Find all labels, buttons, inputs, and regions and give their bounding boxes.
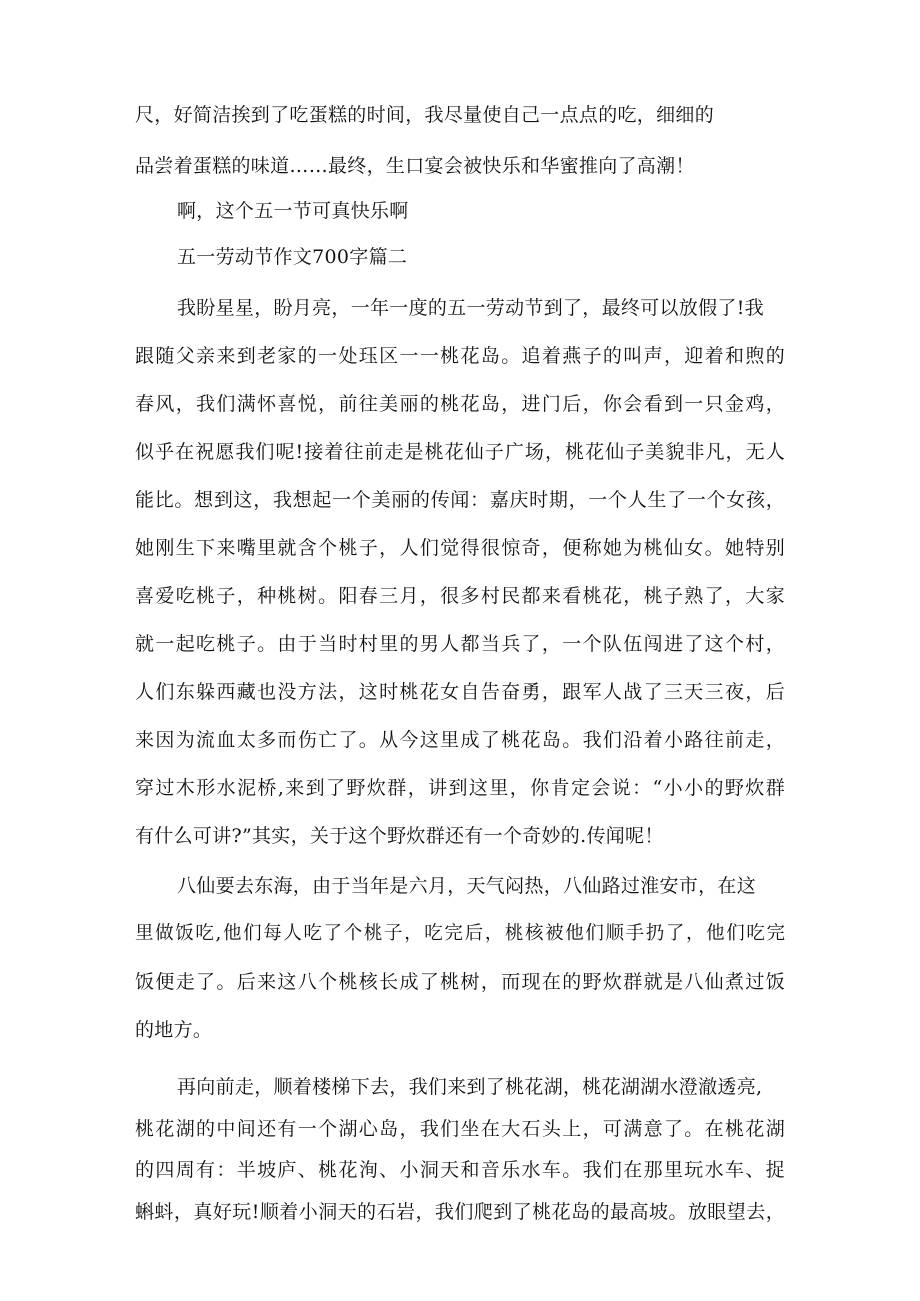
paragraph-1-line-12: 有什么可讲?”其实，关于这个野炊群还有一个奇妙的.传闻呢！: [135, 825, 664, 847]
paragraph-2-line-4: 的地方。: [135, 1019, 213, 1041]
paragraph-3-line-1: 再向前走，顺着楼梯下去，我们来到了桃花湖，桃花湖湖水澄澈透亮,: [177, 1076, 763, 1098]
intro-line-1: 尺，好简洁挨到了吃蛋糕的时间，我尽量使自己一点点的吃，细细的: [135, 104, 715, 126]
section-title: 五一劳动节作文700字篇二: [177, 246, 408, 268]
intro-line-2: 品尝着蛋糕的味道……最终，生口宴会被快乐和华蜜推向了高潮！: [135, 155, 695, 177]
paragraph-1-line-1: 我盼星星，盼月亮，一年一度的五一劳动节到了，最终可以放假了!我: [177, 297, 764, 319]
paragraph-3-line-4: 蝌蚪，真好玩!顺着小洞天的石岩，我们爬到了桃花岛的最高坡。放眼望去，: [135, 1201, 785, 1223]
paragraph-1-line-7: 喜爱吃桃子，种桃树。阳春三月，很多村民都来看桃花，桃子熟了，大家: [135, 585, 785, 607]
paragraph-1-line-10: 来因为流血太多而伤亡了。从今这里成了桃花岛。我们沿着小路往前走，: [135, 729, 785, 751]
exclamation-line: 啊，这个五一节可真快乐啊: [177, 200, 409, 222]
paragraph-3-line-2: 桃花湖的中间还有一个湖心岛，我们坐在大石头上，可满意了。在桃花湖: [135, 1118, 785, 1140]
paragraph-1-line-11: 穿过木形水泥桥,来到了野炊群，讲到这里，你肯定会说：“小小的野炊群: [135, 777, 785, 799]
paragraph-1-line-2: 跟随父亲来到老家的一处珏区一一桃花岛。追着燕子的叫声，迎着和煦的: [135, 345, 785, 367]
paragraph-2-line-2: 里做饭吃,他们每人吃了个桃子，吃完后，桃核被他们顺手扔了，他们吃完: [135, 923, 785, 944]
paragraph-1-line-6: 她刚生下来嘴里就含个桃子，人们觉得很惊奇，便称她为桃仙女。她特别: [135, 537, 785, 559]
paragraph-2-line-1: 八仙要去东海，由于当年是六月，天气闷热，八仙路过淮安市，在这: [177, 875, 757, 897]
paragraph-2-line-3: 饭便走了。后来这八个桃核长成了桃树，而现在的野炊群就是八仙煮过饭: [135, 971, 785, 993]
paragraph-1-line-3: 春风，我们满怀喜悦，前往美丽的桃花岛，进门后，你会看到一只金鸡，: [135, 393, 785, 415]
paragraph-3-line-3: 的四周有：半坡庐、桃花洵、小洞天和音乐水车。我们在那里玩水车、捉: [135, 1159, 785, 1181]
paragraph-1-line-9: 人们东躲西藏也没方法，这时桃花女自告奋勇，跟军人战了三天三夜，后: [135, 681, 785, 703]
paragraph-1-line-5: 能比。想到这，我想起一个美丽的传闻：嘉庆时期，一个人生了一个女孩，: [135, 489, 785, 511]
paragraph-1-line-8: 就一起吃桃子。由于当时村里的男人都当兵了，一个队伍闯进了这个村，: [135, 633, 785, 655]
paragraph-1-line-4: 似乎在祝愿我们呢!接着往前走是桃花仙子广场，桃花仙子美貌非凡，无人: [135, 441, 785, 463]
